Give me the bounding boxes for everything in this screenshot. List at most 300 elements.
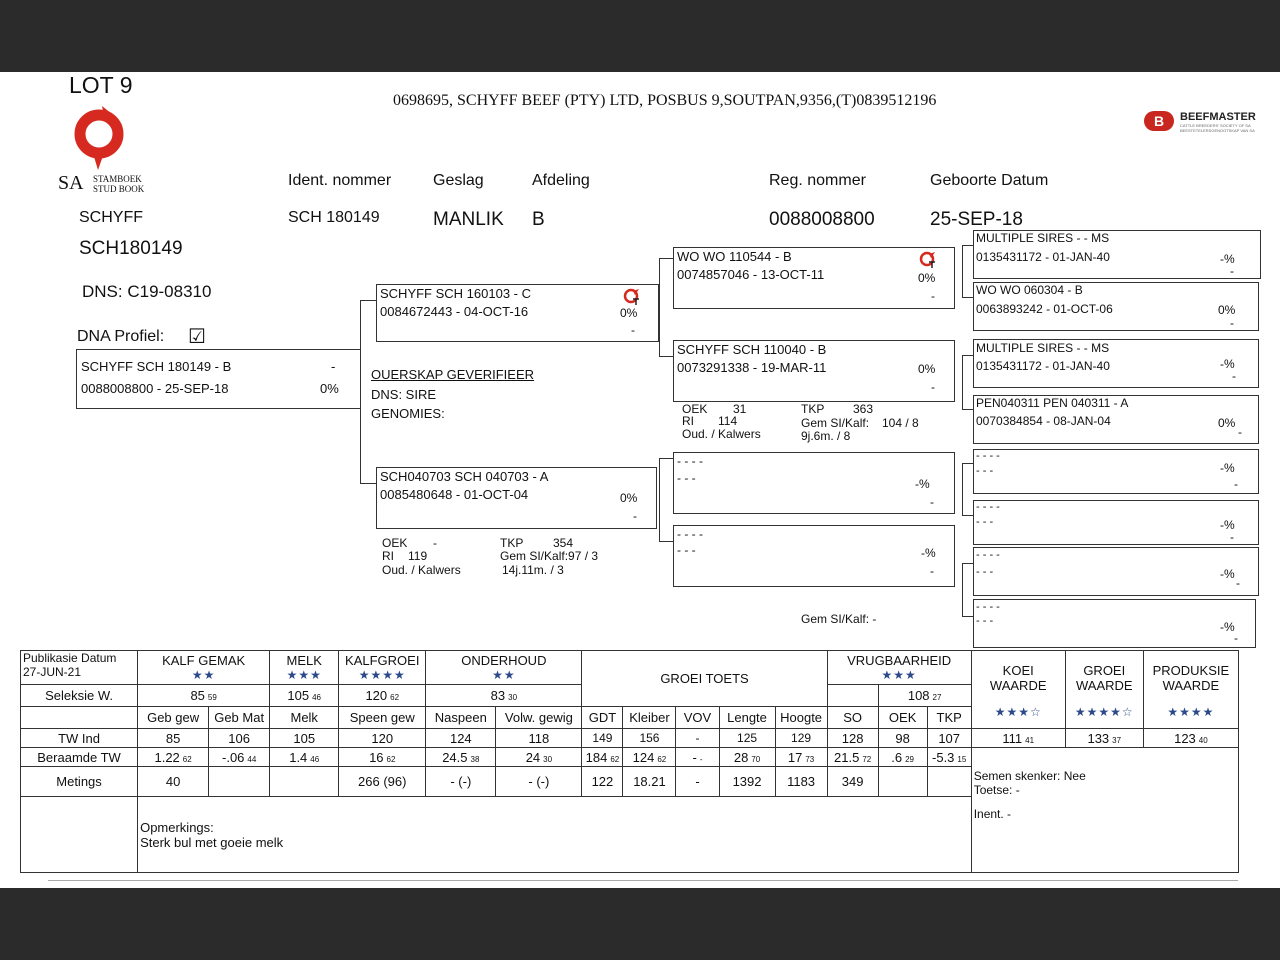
footer-divider: [48, 880, 1238, 881]
ggp-pct: 0%: [1218, 303, 1236, 317]
connector-line: [962, 515, 973, 516]
value: 1.4: [289, 749, 308, 765]
ds-line1: - - - -: [677, 454, 703, 468]
sd-tkp-label: TKP: [801, 402, 825, 416]
ss-line1: WO WO 110544 - B: [677, 249, 792, 264]
koei-waarde-label: KOEI WAARDE: [989, 663, 1047, 693]
ggp-pct: -%: [1220, 357, 1235, 371]
ident-value: SCH 180149: [288, 209, 380, 226]
value: 184: [585, 749, 608, 765]
toetse: Toetse: -: [973, 782, 1020, 797]
col-header: Speen gew: [339, 707, 426, 729]
ggp-dash: -: [1234, 631, 1238, 645]
connector-line: [962, 245, 973, 246]
dam-tkp-label: TKP: [500, 536, 524, 550]
connector-line: [962, 245, 963, 297]
row-label: TW Ind: [21, 729, 138, 748]
value: 17: [787, 749, 803, 765]
connector-line: [659, 458, 660, 541]
ggp-dash: -: [1230, 264, 1234, 278]
groei-waarde-value: [1065, 729, 1143, 748]
value: 124: [632, 749, 655, 765]
tw-cell: 98: [878, 729, 927, 748]
col-header: Kleiber: [623, 707, 676, 729]
blank-cell: [21, 797, 138, 873]
ggp-dash: -: [1234, 477, 1238, 491]
groei-toets-header: GROEI TOETS: [582, 651, 827, 707]
tw-cell: 120: [339, 729, 426, 748]
col-header: GDT: [582, 707, 623, 729]
reg-value: 0088008800: [769, 209, 875, 230]
metings-cell: [209, 767, 270, 797]
sd-line2: 0073291338 - 19-MAR-11: [677, 360, 827, 375]
btw-cell: [719, 748, 775, 767]
seleksie-melk: [270, 685, 339, 707]
tw-cell: 125: [719, 729, 775, 748]
dd-pct: -%: [921, 546, 936, 560]
geslag-value: MANLIK: [433, 209, 504, 230]
seleksie-empty: [827, 685, 878, 707]
koei-waarde-header: [971, 651, 1065, 729]
dam-oek: -: [433, 536, 437, 550]
tw-cell: 106: [209, 729, 270, 748]
ggp-box-7: [973, 547, 1259, 596]
ggp-line2: - - -: [976, 465, 994, 477]
ggp-line1: MULTIPLE SIRES - - MS: [976, 231, 1110, 245]
ggp-line1: - - - -: [976, 450, 1000, 462]
kalfgroei-header: [339, 651, 426, 685]
sa-logo-line2: STUD BOOK: [93, 184, 145, 194]
col-header: VOV: [676, 707, 719, 729]
btw-cell: [623, 748, 676, 767]
ggp-pct: 0%: [1218, 416, 1236, 430]
groei-waarde-header: [1065, 651, 1143, 729]
btw-cell: [775, 748, 827, 767]
sd-ri-label: RI: [682, 414, 694, 428]
connector-line: [659, 458, 673, 459]
accuracy: 41: [1025, 735, 1035, 745]
tw-ind-row: [21, 729, 1239, 748]
seleksie-kalf-gemak: [138, 685, 270, 707]
accuracy: 37: [1112, 735, 1122, 745]
ggp-pct: -%: [1220, 461, 1235, 475]
accuracy: 40: [1198, 735, 1208, 745]
remarks-text: Sterk bul met goeie melk: [140, 834, 284, 850]
col-header: Geb Mat: [209, 707, 270, 729]
ggp-box-3: [973, 339, 1259, 388]
connector-line: [962, 297, 973, 298]
subject-animal-box: [76, 349, 361, 409]
afdeling-value: B: [532, 209, 545, 230]
ggp-dash: -: [1238, 425, 1242, 439]
dam-box: [376, 467, 657, 529]
dam-dash: -: [633, 509, 637, 523]
accuracy: 44: [247, 754, 257, 764]
col-header: SO: [827, 707, 878, 729]
produksie-waarde-label: PRODUKSIE WAARDE: [1152, 663, 1230, 693]
produksie-waarde-stars: ★★★★: [1167, 705, 1215, 719]
metings-cell: [270, 767, 339, 797]
tw-cell: 107: [927, 729, 971, 748]
subject-line2: 0088008800 - 25-SEP-18: [81, 381, 229, 396]
value: 1.22: [154, 749, 180, 765]
btw-cell: [270, 748, 339, 767]
ggp-pct: -%: [1220, 567, 1235, 581]
col-header: Volw. gewig: [496, 707, 582, 729]
subject-pct: 0%: [320, 381, 339, 396]
ggp-line1: - - - -: [976, 549, 1000, 561]
melk-header: [270, 651, 339, 685]
tw-cell: 156: [623, 729, 676, 748]
onderhoud-header: [426, 651, 582, 685]
accuracy: 46: [310, 754, 320, 764]
ggp-dash: -: [1230, 316, 1234, 330]
ggp-pct: -%: [1220, 252, 1235, 266]
col-header: Melk: [270, 707, 339, 729]
tw-cell: 124: [426, 729, 496, 748]
ggp-line1: MULTIPLE SIRES - - MS: [976, 341, 1110, 355]
reg-label: Reg. nommer: [769, 172, 866, 189]
accuracy: 72: [862, 754, 872, 764]
value: 24.5: [442, 749, 468, 765]
value: 108: [907, 688, 930, 703]
connector-line: [962, 355, 973, 356]
ss-dash: -: [931, 289, 935, 303]
beefmaster-sub2: BEESTETELERSGENOOTSKAP VAN SA: [1180, 128, 1255, 133]
metings-cell: [927, 767, 971, 797]
value: 105: [287, 688, 310, 703]
metings-cell: -: [676, 767, 719, 797]
ggp-dash: -: [1232, 369, 1236, 383]
sire-line2: 0084672443 - 04-OCT-16: [380, 304, 529, 319]
animal-code: SCH180149: [79, 238, 183, 259]
beraamde-tw-row: [21, 748, 1239, 767]
accuracy: 30: [543, 754, 553, 764]
gt-certified-icon: [622, 286, 642, 306]
ds-line2: - - -: [677, 471, 696, 485]
geboorte-value: 25-SEP-18: [930, 209, 1023, 230]
accuracy: 62: [657, 754, 667, 764]
ss-pct: 0%: [918, 271, 936, 285]
ggp-line2: - - -: [976, 615, 994, 627]
ggp-box-5: [973, 449, 1259, 494]
value: 21.5: [834, 749, 860, 765]
connector-line: [962, 463, 973, 464]
metings-cell: 349: [827, 767, 878, 797]
value: 120: [365, 688, 388, 703]
sd-ri: 114: [718, 414, 738, 428]
vrugbaarheid-label: VRUGBAARHEID: [847, 653, 952, 668]
accuracy: 73: [805, 754, 815, 764]
ggp-dash: -: [1236, 576, 1240, 590]
kalf-gemak-stars: ★★: [191, 668, 216, 682]
accuracy: 62: [386, 754, 396, 764]
ggp-line2: - - -: [976, 566, 994, 578]
melk-label: MELK: [286, 653, 322, 668]
pub-date: 27-JUN-21: [23, 665, 82, 679]
parentage-verified: OUERSKAP GEVERIFIEER: [371, 367, 535, 382]
remarks-cell: [138, 797, 972, 873]
dd-dash: -: [930, 564, 934, 578]
connector-line: [659, 258, 673, 259]
metings-cell: [878, 767, 927, 797]
connector-line: [962, 463, 963, 515]
ggp-line1: WO WO 060304 - B: [976, 283, 1083, 297]
btw-cell: [426, 748, 496, 767]
ggp-line1: - - - -: [976, 501, 1000, 513]
ggp-line1: - - - -: [976, 601, 1000, 613]
value: -.06: [222, 749, 245, 765]
koei-waarde-value: [971, 729, 1065, 748]
sire-dam-box: [673, 340, 955, 402]
parentage-genomies: GENOMIES:: [371, 406, 445, 421]
dam-ri: 119: [408, 549, 428, 563]
metings-cell: - (-): [426, 767, 496, 797]
connector-line: [360, 300, 376, 301]
col-header: Hoogte: [775, 707, 827, 729]
beefmaster-name: BEEFMASTER: [1180, 111, 1256, 123]
value: 16: [369, 749, 384, 765]
dam-ri-label: RI: [382, 549, 394, 563]
ggp-pct: -%: [1220, 518, 1235, 532]
ggp-line1: PEN040311 PEN 040311 - A: [976, 396, 1129, 410]
accuracy: 59: [207, 693, 217, 702]
ggp-line2: 0135431172 - 01-JAN-40: [976, 250, 1110, 264]
ggp-dash: -: [1230, 530, 1234, 544]
pub-cell: [21, 651, 138, 685]
row-label: Beraamde TW: [21, 748, 138, 767]
metings-cell: 122: [582, 767, 623, 797]
pub-label: Publikasie Datum: [23, 651, 117, 665]
connector-line: [962, 563, 963, 616]
connector-line: [962, 616, 973, 617]
onderhoud-stars: ★★: [492, 668, 516, 682]
connector-line: [962, 355, 963, 409]
metings-cell: 18.21: [623, 767, 676, 797]
seleksie-label: Seleksie W.: [21, 685, 138, 707]
vrugbaarheid-header: [827, 651, 971, 685]
connector-line: [659, 541, 673, 542]
seleksie-vrugbaarheid: [878, 685, 971, 707]
accuracy: 30: [508, 693, 518, 702]
value: 123: [1174, 730, 1196, 746]
value: 83: [490, 688, 506, 703]
accuracy: 27: [932, 693, 942, 702]
accuracy: 70: [751, 754, 761, 764]
dam-dam-box: [673, 525, 955, 587]
tw-cell: 118: [496, 729, 582, 748]
col-header: Naspeen: [426, 707, 496, 729]
ggp-line2: 0063893242 - 01-OCT-06: [976, 302, 1113, 316]
metings-cell: 1183: [775, 767, 827, 797]
sd-oud-label: Oud. / Kalwers: [682, 427, 761, 441]
value: 111: [1002, 730, 1023, 746]
tw-cell: 105: [270, 729, 339, 748]
ss-line2: 0074857046 - 13-OCT-11: [677, 267, 825, 282]
connector-line: [659, 356, 673, 357]
btw-cell: [676, 748, 719, 767]
gt-certified-icon: [918, 249, 938, 269]
dam-oud-label: Oud. / Kalwers: [382, 563, 461, 577]
top-bar: [0, 0, 1280, 72]
ds-pct: -%: [915, 477, 930, 491]
ggp-box-2: [973, 282, 1259, 331]
metings-cell: 266 (96): [339, 767, 426, 797]
ident-label: Ident. nommer: [288, 172, 392, 189]
kalf-gemak-header: [138, 651, 270, 685]
geboorte-label: Geboorte Datum: [930, 172, 1049, 189]
ggp-box-4: [973, 395, 1259, 444]
beefmaster-logo-icon: B: [1144, 111, 1174, 131]
inent: Inent. -: [973, 806, 1012, 821]
blank-cell: [21, 707, 138, 729]
subject-line1: SCHYFF SCH 180149 - B: [81, 359, 232, 374]
connector-line: [659, 258, 660, 356]
sd-pct: 0%: [918, 362, 936, 376]
col-header: Geb gew: [138, 707, 209, 729]
metings-row: [21, 767, 1239, 797]
tw-cell: 129: [775, 729, 827, 748]
owner-line: 0698695, SCHYFF BEEF (PTY) LTD, POSBUS 9,SOUTPAN,9356,(T)0839512196: [393, 92, 937, 109]
metings-cell: - (-): [496, 767, 582, 797]
breeder-name: SCHYFF: [79, 209, 143, 226]
ds-dash: -: [930, 495, 934, 509]
ggp-pct: -%: [1220, 620, 1235, 634]
ggp-box-6: [973, 500, 1259, 545]
groei-waarde-label: GROEI WAARDE: [1075, 663, 1133, 693]
sa-logo-line1: STAMBOEK: [93, 174, 142, 184]
sire-pct: 0%: [620, 306, 638, 320]
produksie-waarde-header: [1143, 651, 1238, 729]
tw-cell: 128: [827, 729, 878, 748]
dam-line2: 0085480648 - 01-OCT-04: [380, 487, 529, 502]
accuracy: -: [699, 754, 703, 764]
btw-cell: [827, 748, 878, 767]
metings-cell: 1392: [719, 767, 775, 797]
sd-gem-label: Gem SI/Kalf:: [801, 416, 870, 430]
sd-oek: 31: [733, 402, 747, 416]
melk-stars: ★★★: [286, 668, 322, 682]
dd-line2: - - -: [677, 543, 696, 557]
dna-checkbox-icon: ☑: [188, 326, 206, 348]
btw-cell: [339, 748, 426, 767]
ggp-box-1: [973, 230, 1261, 279]
accuracy: 62: [610, 754, 620, 764]
connector-line: [962, 563, 973, 564]
sire-dash: -: [631, 323, 635, 337]
tw-cell: 85: [138, 729, 209, 748]
ggp-line2: - - -: [976, 516, 994, 528]
btw-cell: [878, 748, 927, 767]
accuracy: 62: [390, 693, 400, 702]
sa-studbook-logo-icon: [68, 104, 132, 170]
dam-line1: SCH040703 SCH 040703 - A: [380, 469, 549, 484]
value: 24: [525, 749, 541, 765]
vrugbaarheid-stars: ★★★: [881, 668, 917, 682]
dam-tkp: 354: [553, 536, 574, 550]
ggp-line2: 0070384854 - 08-JAN-04: [976, 414, 1111, 428]
dam-gem: Gem SI/Kalf:97 / 3: [500, 549, 599, 563]
parentage-dns: DNS: SIRE: [371, 387, 437, 402]
tw-cell: -: [676, 729, 719, 748]
onderhoud-label: ONDERHOUD: [461, 653, 547, 668]
value: .6: [891, 749, 903, 765]
semen-donor: Semen skenker: Nee: [973, 768, 1086, 783]
connector-line: [962, 409, 973, 410]
lot-number: LOT 9: [69, 72, 133, 98]
groei-waarde-stars: ★★★★☆: [1074, 705, 1134, 719]
dam-oek-label: OEK: [382, 536, 408, 550]
sire-sire-box: [673, 247, 955, 309]
ggp-line2: 0135431172 - 01-JAN-40: [976, 359, 1110, 373]
sire-line1: SCHYFF SCH 160103 - C: [380, 286, 531, 301]
dam-oud: 14j.11m. / 3: [502, 563, 564, 577]
accuracy: 29: [905, 754, 915, 764]
remarks-label: Opmerkings:: [140, 819, 214, 835]
notes-panel: [971, 767, 1238, 873]
dam-pct: 0%: [620, 491, 638, 505]
sd-oud: 9j.6m. / 8: [801, 429, 851, 443]
geslag-label: Geslag: [433, 172, 484, 189]
sa-logo-abbrev: SA: [58, 172, 84, 194]
sd-gem: 104 / 8: [882, 416, 919, 430]
btw-cell: [927, 748, 971, 767]
koei-waarde-stars: ★★★☆: [994, 705, 1042, 719]
btw-cell: [496, 748, 582, 767]
col-header: OEK: [878, 707, 927, 729]
col-header: Lengte: [719, 707, 775, 729]
tw-cell: 149: [582, 729, 623, 748]
row-label: Metings: [21, 767, 138, 797]
sd-dash: -: [931, 380, 935, 394]
dna-profile-label: DNA Profiel:: [77, 328, 165, 345]
btw-cell: [138, 748, 209, 767]
col-header: TKP: [927, 707, 971, 729]
dd-gem: Gem SI/Kalf: -: [801, 612, 877, 626]
performance-table: [20, 650, 1239, 873]
value: 85: [190, 688, 205, 703]
sire-box: [376, 284, 659, 342]
btw-cell: [209, 748, 270, 767]
produksie-waarde-value: [1143, 729, 1238, 748]
metings-cell: 40: [138, 767, 209, 797]
value: -5.3: [932, 749, 955, 765]
sd-oek-label: OEK: [682, 402, 708, 416]
dam-sire-box: [673, 452, 955, 514]
beefmaster-sub1: CATTLE BREEDERS' SOCIETY OF SA: [1180, 123, 1251, 128]
accuracy: 38: [470, 754, 480, 764]
kalfgroei-label: KALFGROEI: [345, 653, 420, 668]
seleksie-kalfgroei: [339, 685, 426, 707]
seleksie-onderhoud: [426, 685, 582, 707]
value: 133: [1087, 730, 1110, 746]
sd-line1: SCHYFF SCH 110040 - B: [677, 342, 827, 357]
value: -: [692, 749, 697, 765]
blank-cell: [971, 748, 1238, 767]
accuracy: 46: [312, 693, 322, 702]
accuracy: 15: [957, 754, 967, 764]
btw-cell: [582, 748, 623, 767]
connector-line: [360, 483, 376, 484]
afdeling-label: Afdeling: [532, 172, 590, 189]
accuracy: 62: [182, 754, 192, 764]
dd-line1: - - - -: [677, 527, 703, 541]
subject-dash: -: [331, 359, 336, 374]
kalf-gemak-label: KALF GEMAK: [162, 653, 246, 668]
kalfgroei-stars: ★★★★: [358, 668, 406, 682]
value: 28: [733, 749, 749, 765]
sd-tkp: 363: [853, 402, 874, 416]
